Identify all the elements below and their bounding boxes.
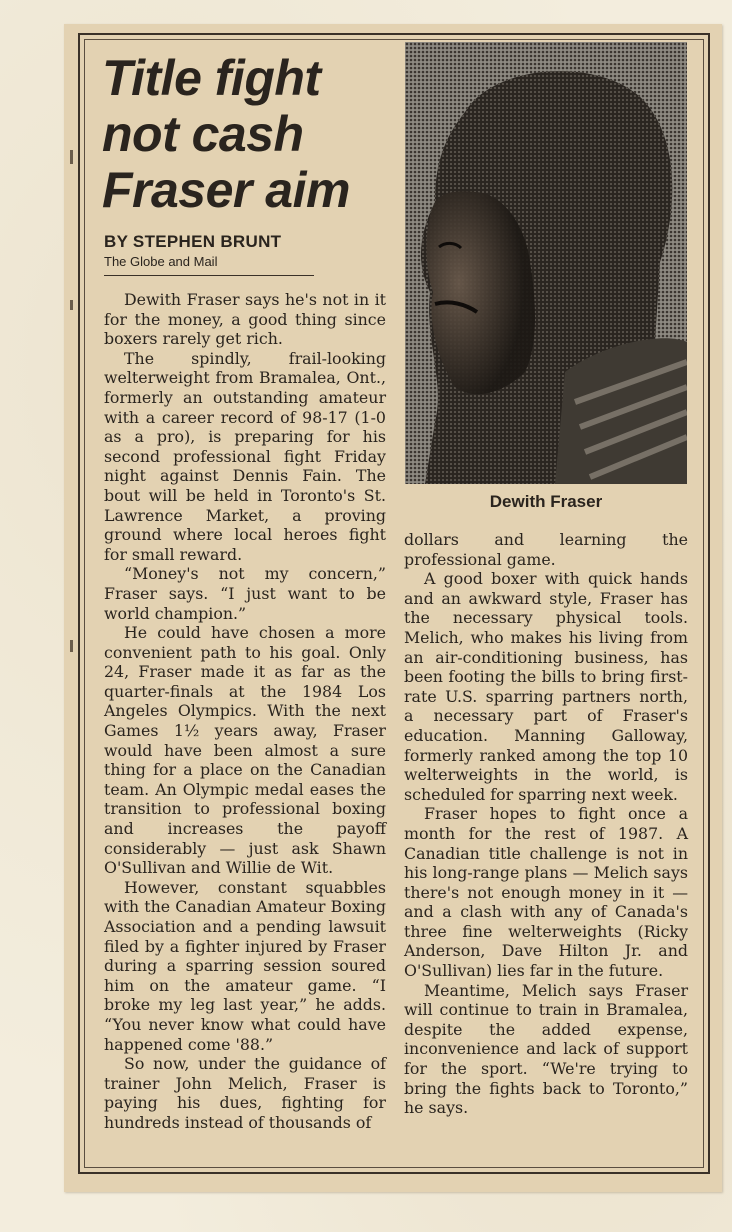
paragraph: The spindly, frail-looking welterweight from Bramalea, Ont., formerly an outstanding amateur with a career record of 98-17 (1-0 as a pro), is preparing for his second professional fight Friday night against Dennis Fain. The bout will be held in Toronto's St. Lawrence Market, a proving ground where local heroes fight for small reward.	[104, 348, 386, 564]
headline-line: Fraser aim	[102, 162, 350, 218]
paragraph: Fraser hopes to fight once a month for the rest of 1987. A Canadian title challenge is not in his long-range plans — Melich says there's not enough money in it — and a clash with any of Canada's three fine welterweights (Ricky Anderson, Dave Hilton Jr. and O'Sullivan) lies far in the future.	[404, 804, 688, 981]
article-column-1	[104, 290, 386, 1133]
paragraph: Meantime, Melich says Fraser will continue to train in Bramalea, despite the added expense, inconvenience and lack of support for the sport. “We're trying to bring the fights back to Toronto,” he says.	[404, 980, 688, 1118]
publication-name: The Globe and Mail	[104, 254, 218, 269]
paragraph: So now, under the guidance of trainer John Melich, Fraser is paying his dues, fighting for hundreds instead of thousands of	[104, 1054, 386, 1132]
paragraph: Dewith Fraser says he's not in it for the money, a good thing since boxers rarely get rich.	[104, 290, 386, 349]
scissor-mark	[70, 300, 73, 310]
paragraph: “Money's not my concern,” Fraser says. “I just want to be world champion.”	[104, 564, 386, 623]
paragraph: However, constant squabbles with the Canadian Amateur Boxing Association and a pending lawsuit filed by a fighter injured by Fraser during a sparring session soured him on the amateur game. “I broke my leg last year,” he adds. “You never know what could have happened come '88.”	[104, 877, 386, 1054]
photo-caption: Dewith Fraser	[489, 492, 603, 511]
paragraph: A good boxer with quick hands and an awkward style, Fraser has the necessary physical tools. Melich, who makes his living from an air-conditioning business, has been footing the bills to bring first-rate U.S. sparring partners north, a necessary part of Fraser's education. Manning Galloway, formerly ranked among the top 10 welterweights in the world, is scheduled for sparring next week.	[404, 569, 688, 804]
scissor-mark	[70, 640, 73, 652]
byline: BY STEPHEN BRUNT	[104, 232, 282, 251]
byline-rule	[104, 275, 314, 276]
article-column-2	[404, 530, 688, 1118]
headline	[102, 50, 392, 218]
paragraph: dollars and learning the professional game.	[404, 530, 688, 569]
paragraph: He could have chosen a more convenient path to his goal. Only 24, Fraser made it as far as the quarter-finals at the 1984 Los Angeles Olympics. With the next Games 1½ years away, Fraser would have been almost a sure thing for a place on the Canadian team. An Olympic medal eases the transition to professional boxing and increases the payoff considerably — just ask Shawn O'Sullivan and Willie de Wit.	[104, 623, 386, 878]
headline-line: Title fight	[102, 50, 321, 106]
portrait-illustration	[405, 42, 687, 484]
scissor-mark	[70, 150, 73, 164]
headline-line: not cash	[102, 106, 304, 162]
portrait-photo	[405, 42, 687, 484]
